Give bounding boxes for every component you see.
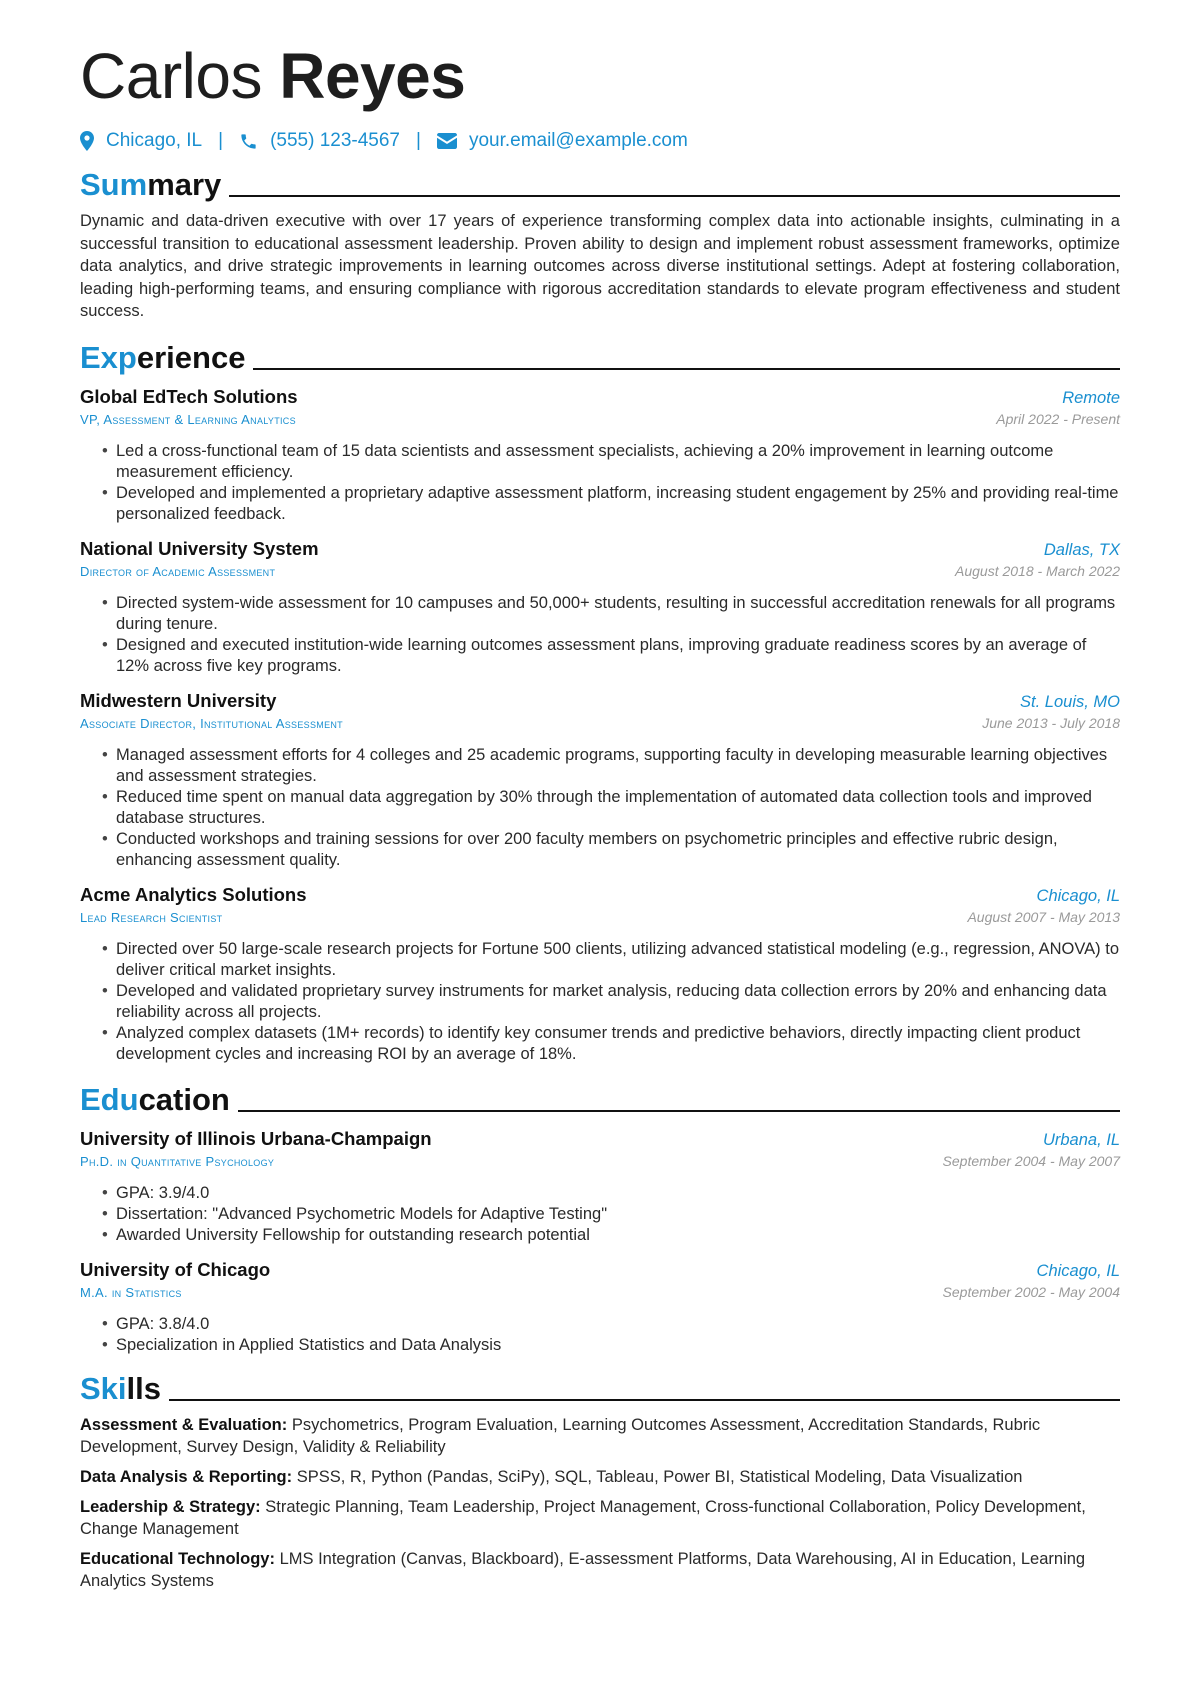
entry-dates: April 2022 - Present [996,410,1120,427]
bullet-item: • Awarded University Fellowship for outstanding research potential [102,1225,1120,1246]
organization-name: National University System [80,537,319,559]
entry-subheader [80,1282,1120,1304]
education-heading [80,1079,1120,1119]
entry-dates: August 2007 - May 2013 [967,908,1120,925]
skill-values: Strategic Planning, Team Leadership, Project Management, Cross-functional Collaboration, Policy Development, Change Management [80,1497,1086,1538]
envelope-icon [437,133,457,149]
entry-header [80,1258,1120,1282]
entry-dates: September 2002 - May 2004 [942,1283,1120,1300]
entry-dates: September 2004 - May 2007 [942,1152,1120,1169]
skills-heading [80,1368,1120,1408]
organization-name: Acme Analytics Solutions [80,883,307,905]
education-title-rest: cation [138,1081,230,1117]
summary-heading [80,164,1120,204]
entry-subheader [80,907,1120,929]
entry-subheader [80,409,1120,431]
entry-subheader [80,561,1120,583]
experience-entry [80,537,1120,677]
education-title-accent: Edu [80,1081,139,1117]
skills-title-accent: Ski [80,1370,127,1406]
experience-title-rest: erience [136,339,246,375]
entry-location: Remote [1062,388,1120,407]
bullet-item: • Dissertation: "Advanced Psychometric Models for Adaptive Testing" [102,1204,1120,1225]
skill-row [80,1466,1120,1488]
entry-role: Ph.D. in Quantitative Psychology [80,1153,275,1169]
bullet-item: • Developed and validated proprietary survey instruments for market analysis, reducing data collection errors by 20% and enhancing data reliability across all projects. [102,981,1120,1023]
bullet-item: • Specialization in Applied Statistics and Data Analysis [102,1335,1120,1356]
experience-entry [80,385,1120,525]
bullet-item: • Designed and executed institution-wide learning outcomes assessment plans, improving graduate readiness scores by an average of 12% across five key programs. [102,635,1120,677]
experience-entry [80,883,1120,1065]
bullet-item: • Directed over 50 large-scale research projects for Fortune 500 clients, utilizing advanced statistical modeling (e.g., regression, ANOVA) to deliver critical market insights. [102,939,1120,981]
entry-role: Director of Academic Assessment [80,563,276,579]
candidate-name [80,38,1120,114]
skill-category: Educational Technology: [80,1549,275,1568]
organization-name: Global EdTech Solutions [80,385,298,407]
bullet-list [102,1314,1120,1356]
entry-location: Urbana, IL [1042,1130,1120,1149]
contact-line [80,128,1120,154]
bullet-list [102,593,1120,677]
entry-location: Dallas, TX [1043,540,1120,559]
skill-category: Data Analysis & Reporting: [80,1467,293,1486]
entry-header [80,883,1120,907]
experience-entry [80,689,1120,871]
education-entry [80,1258,1120,1356]
entry-role: VP, Assessment & Learning Analytics [80,411,296,427]
bullet-item: • Led a cross-functional team of 15 data scientists and assessment specialists, achieving a 20% improvement in learning outcome measurement efficiency. [102,441,1120,483]
skill-category: Assessment & Evaluation: [80,1415,288,1434]
contact-phone [239,130,400,152]
skills-list [80,1414,1120,1592]
last-name: Reyes [279,40,466,112]
skill-values: Psychometrics, Program Evaluation, Learning Outcomes Assessment, Accreditation Standards, Rubric Development, Survey Design, Validity & Reliability [80,1415,1041,1456]
bullet-item: • Managed assessment efforts for 4 colleges and 25 academic programs, supporting faculty in developing measurable learning objectives and assessment strategies. [102,745,1120,787]
skills-title-rest: lls [126,1370,161,1406]
skill-values: SPSS, R, Python (Pandas, SciPy), SQL, Tableau, Power BI, Statistical Modeling, Data Visualization [296,1467,1023,1486]
entry-dates: June 2013 - July 2018 [982,714,1120,731]
email-link[interactable]: your.email@example.com [468,130,688,151]
education-list [80,1127,1120,1356]
entry-location: Chicago, IL [1036,1261,1120,1280]
bullet-item: • Developed and implemented a proprietary adaptive assessment platform, increasing student engagement by 25% and providing real-time personalized feedback. [102,483,1120,525]
organization-name: University of Illinois Urbana-Champaign [80,1127,432,1149]
skill-values: LMS Integration (Canvas, Blackboard), E-assessment Platforms, Data Warehousing, AI in Education, Learning Analytics Systems [80,1549,1086,1590]
experience-list [80,385,1120,1065]
location-text: Chicago, IL [106,130,203,151]
bullet-item: • GPA: 3.8/4.0 [102,1314,1120,1335]
summary-title-accent: Sum [80,167,148,202]
bullet-list [102,939,1120,1065]
entry-location: Chicago, IL [1036,886,1120,905]
entry-role: Lead Research Scientist [80,909,223,925]
entry-subheader [80,713,1120,735]
organization-name: University of Chicago [80,1258,271,1280]
entry-header [80,537,1120,561]
bullet-list [102,441,1120,525]
entry-subheader [80,1151,1120,1173]
bullet-item: • Reduced time spent on manual data aggregation by 30% through the implementation of automated data collection tools and improved database structures. [102,787,1120,829]
bullet-item: • Analyzed complex datasets (1M+ records) to identify key consumer trends and predictive behaviors, directly impacting client product development cycles and increasing ROI by an average of 18%. [102,1023,1120,1065]
contact-location [80,130,202,152]
entry-role: M.A. in Statistics [80,1284,182,1300]
bullet-item: • Directed system-wide assessment for 10 campuses and 50,000+ students, resulting in successful accreditation renewals for all programs during tenure. [102,593,1120,635]
bullet-item: • Conducted workshops and training sessions for over 200 faculty members on psychometric principles and effective rubric design, enhancing assessment quality. [102,829,1120,871]
experience-title-accent: Exp [80,339,137,375]
section-rule [229,195,1120,197]
summary-text: Dynamic and data-driven executive with over 17 years of experience transforming complex data into actionable insights, culminating in a successful transition to educational assessment leadership. Proven ability to design and implement robust assessment frameworks, optimize data analytics, and drive strategic improvements in learning outcomes across diverse institutional settings. Adept at fostering collaboration, leading high-performing teams, and ensuring compliance with rigorous accreditation standards to elevate program effectiveness and student success. [80,212,1120,320]
map-pin-icon [80,131,94,151]
first-name: Carlos [80,40,262,112]
entry-header [80,385,1120,409]
organization-name: Midwestern University [80,689,277,711]
section-rule [238,1110,1120,1112]
section-rule [169,1399,1120,1401]
education-entry [80,1127,1120,1246]
contact-separator: | [416,130,421,151]
bullet-list [102,745,1120,871]
resume-page [80,38,1120,1592]
contact-email[interactable] [437,130,688,152]
summary-title-rest: mary [147,167,222,202]
phone-text: (555) 123-4567 [270,130,400,151]
entry-header [80,1127,1120,1151]
skill-row [80,1548,1120,1592]
contact-separator: | [218,130,224,151]
entry-location: St. Louis, MO [1020,692,1120,711]
entry-header [80,689,1120,713]
entry-dates: August 2018 - March 2022 [955,562,1120,579]
experience-heading [80,337,1120,377]
entry-role: Associate Director, Institutional Assessment [80,715,343,731]
section-rule [253,368,1120,370]
phone-icon [239,132,258,151]
bullet-item: • GPA: 3.9/4.0 [102,1183,1120,1204]
bullet-list [102,1183,1120,1246]
skill-category: Leadership & Strategy: [80,1497,261,1516]
skill-row [80,1414,1120,1458]
skill-row [80,1496,1120,1540]
